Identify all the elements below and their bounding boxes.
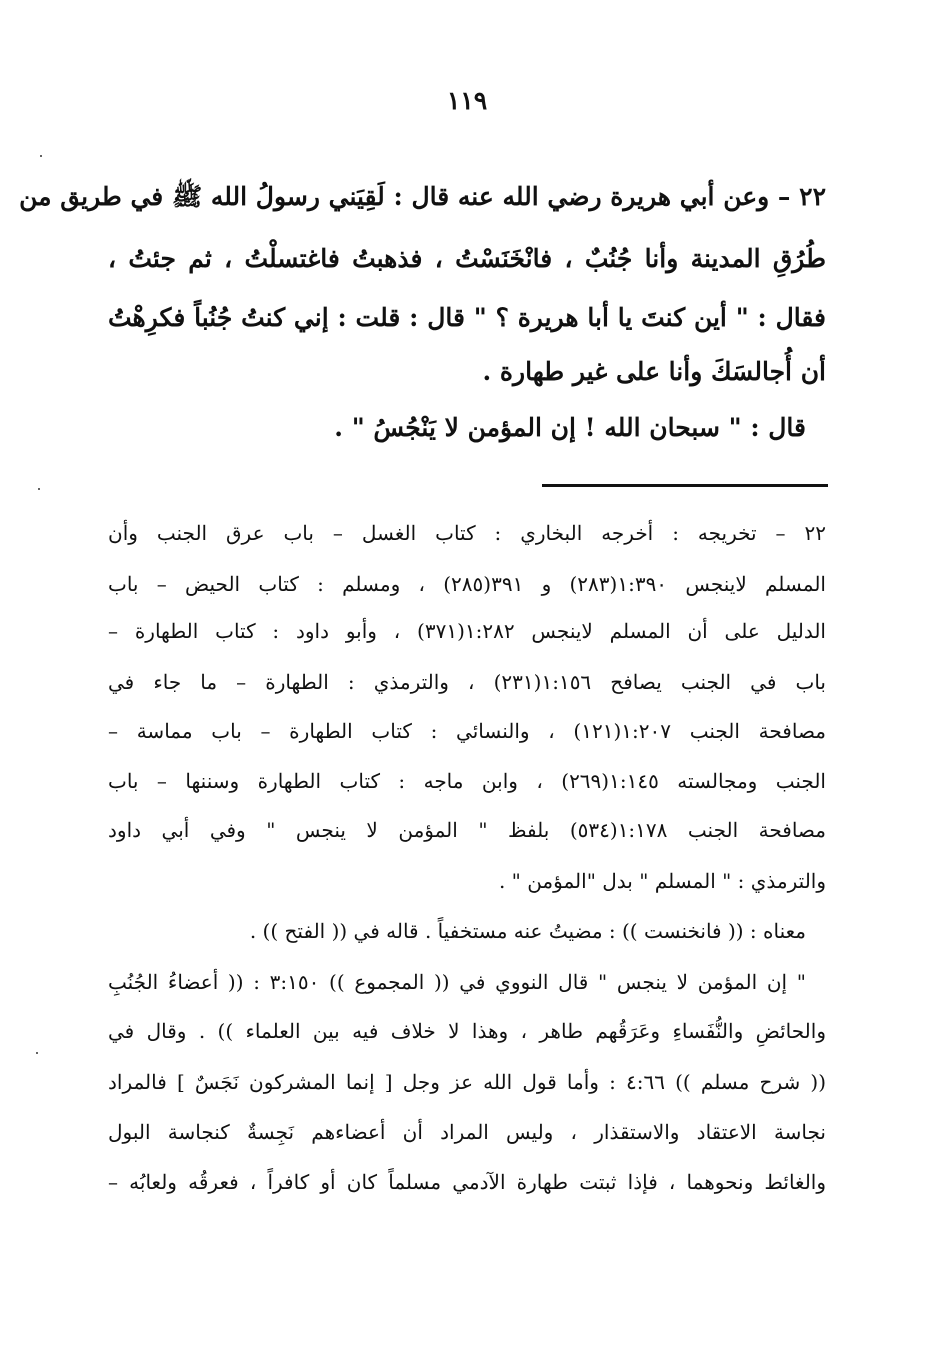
hadith-line: طُرُقِ المدينة وأنا جُنُبٌ ، فانْخَنَسْتُ ، فذهبتُ فاغتسلْتُ ، ثم جئتُ ، bbox=[108, 244, 826, 273]
takhrij-line: باب في الجنب يصافح ١:١٥٦(٢٣١) ، والترمذي : الطهارة – ما جاء في bbox=[108, 670, 826, 694]
takhrij-line: ٢٢ – تخريجه : أخرجه البخاري : كتاب الغسل – باب عرق الجنب وأن bbox=[108, 521, 826, 545]
footnote-divider bbox=[542, 484, 828, 487]
takhrij-line: مصافحة الجنب ١:١٧٨(٥٣٤) بلفظ " المؤمن لا ينجس " وفي أبي داود bbox=[108, 818, 826, 842]
takhrij-line: الدليل على أن المسلم لاينجس ١:٢٨٢(٣٧١) ، وأبو داود : كتاب الطهارة – bbox=[108, 619, 826, 643]
hadith-line: قال : " سبحان الله ! إن المؤمن لا يَنْجُسُ " . bbox=[334, 413, 806, 442]
commentary-line: والغائط ونحوهما ، فإذا ثبتت طهارة الآدمي مسلماً كان أو كافراً ، فعرقُه ولعابُه – bbox=[108, 1170, 826, 1194]
takhrij-line: الجنب ومجالسته ١:١٤٥(٢٦٩) ، وابن ماجه : كتاب الطهارة وسننها – باب bbox=[108, 769, 826, 793]
commentary-line: (( شرح مسلم )) ٤:٦٦ : وأما قول الله عز وجل [ إنما المشركون نَجَسٌ ] فالمراد bbox=[108, 1070, 826, 1094]
takhrij-line: والترمذي : " المسلم " بدل "المؤمن " . bbox=[498, 869, 826, 893]
scan-speck bbox=[36, 1052, 38, 1054]
hadith-line: أن أُجالسَكَ وأنا على غير طهارة . bbox=[482, 357, 826, 386]
scan-speck bbox=[40, 155, 42, 157]
hadith-line: فقال : " أين كنتَ يا أبا هريرة ؟ " قال : قلت : إني كنتُ جُنُباً فكرِهْتُ bbox=[108, 303, 826, 332]
commentary-line: " إن المؤمن لا ينجس " قال النووي في (( المجموع )) ٣:١٥٠ : (( أعضاءُ الجُنُبِ bbox=[108, 970, 806, 994]
commentary-line: والحائضِ والنُّفَساءِ وعَرَقُهم طاهر ، وهذا لا خلاف فيه بين العلماء )) . وقال في bbox=[108, 1019, 826, 1043]
page-number: ١١٩ bbox=[446, 86, 488, 115]
commentary-line: نجاسة الاعتقاد والاستقذار ، وليس المراد أن أعضاءهم نَجِسةٌ كنجاسة البول bbox=[108, 1120, 826, 1144]
takhrij-line: المسلم لاينجس ١:٣٩٠(٢٨٣) و ٣٩١(٢٨٥) ، ومسلم : كتاب الحيض – باب bbox=[108, 572, 826, 596]
scan-speck bbox=[38, 488, 40, 490]
takhrij-line: مصافحة الجنب ١:٢٠٧(١٢١) ، والنسائي : كتاب الطهارة – باب مماسة – bbox=[108, 719, 826, 743]
hadith-line: ٢٢ – وعن أبي هريرة رضي الله عنه قال : لَقِيَني رسولُ الله ﷺ في طريق من bbox=[19, 182, 826, 211]
commentary-line: معناه : (( فانخنست )) : مضيتُ عنه مستخفياً . قاله في (( الفتح )) . bbox=[249, 919, 806, 943]
